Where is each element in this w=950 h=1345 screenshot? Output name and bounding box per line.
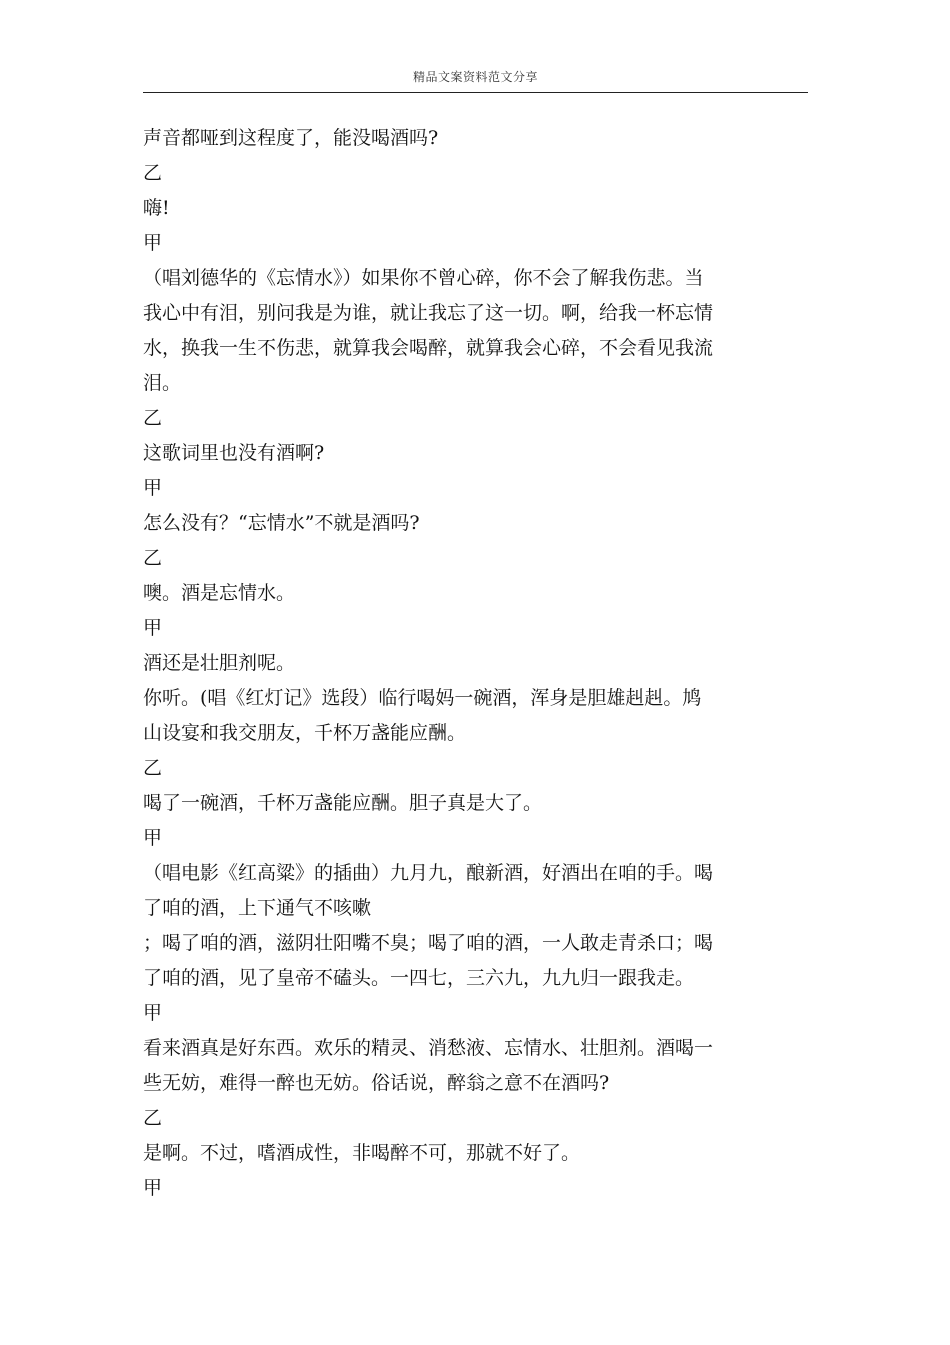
speaker-label: 乙 [143, 407, 163, 429]
speaker-label: 甲 [143, 1002, 163, 1024]
text-line: （唱刘德华的《忘情水》）如果你不曾心碎，你不会了解我伤悲。当 [143, 267, 704, 289]
text-line: 水，换我一生不伤悲，就算我会喝醉，就算我会心碎，不会看见我流 [143, 337, 714, 359]
speaker-label: 甲 [143, 477, 163, 499]
text-line: 喝了一碗酒，千杯万盏能应酬。胆子真是大了。 [143, 792, 543, 814]
speaker-label: 甲 [143, 1177, 163, 1199]
speaker-label: 乙 [143, 547, 163, 569]
text-line: 我心中有泪，别问我是为谁，就让我忘了这一切。啊，给我一杯忘情 [143, 302, 714, 324]
text-line: 了咱的酒，见了皇帝不磕头。一四七，三六九，九九归一跟我走。 [143, 967, 695, 989]
speaker-label: 乙 [143, 757, 163, 779]
page-header-title: 精品文案资料范文分享 [412, 70, 538, 84]
text-line: 泪。 [143, 372, 182, 394]
text-line: 这歌词里也没有酒啊? [143, 442, 325, 464]
speaker-label: 甲 [143, 232, 163, 254]
text-line: 你听。(唱《红灯记》选段）临行喝妈一碗酒，浑身是胆雄赳赳。鸠 [143, 687, 702, 709]
text-line: 酒还是壮胆剂呢。 [143, 652, 296, 674]
text-line: 了咱的酒，上下通气不咳嗽 [143, 897, 372, 919]
text-line: 些无妨，难得一醉也无妨。俗话说，醉翁之意不在酒吗? [143, 1072, 610, 1094]
text-line: 嗨! [143, 197, 170, 219]
document-body [143, 121, 783, 1206]
text-line: 山设宴和我交朋友，千杯万盏能应酬。 [143, 722, 467, 744]
text-line: 看来酒真是好东西。欢乐的精灵、消愁液、忘情水、壮胆剂。酒喝一 [143, 1037, 714, 1059]
speaker-label: 甲 [143, 617, 163, 639]
text-line: 怎么没有？“忘情水”不就是酒吗? [143, 512, 420, 534]
text-line: ；喝了咱的酒，滋阴壮阳嘴不臭；喝了咱的酒，一人敢走青杀口；喝 [143, 932, 714, 954]
text-line: 噢。酒是忘情水。 [143, 582, 296, 604]
text-line: 声音都哑到这程度了，能没喝酒吗? [143, 127, 439, 149]
speaker-label: 乙 [143, 1107, 163, 1129]
text-line: （唱电影《红高粱》的插曲）九月九，酿新酒，好酒出在咱的手。喝 [143, 862, 714, 884]
text-line: 是啊。不过，嗜酒成性，非喝醉不可，那就不好了。 [143, 1142, 581, 1164]
page-header [143, 66, 808, 93]
speaker-label: 甲 [143, 827, 163, 849]
speaker-label: 乙 [143, 162, 163, 184]
